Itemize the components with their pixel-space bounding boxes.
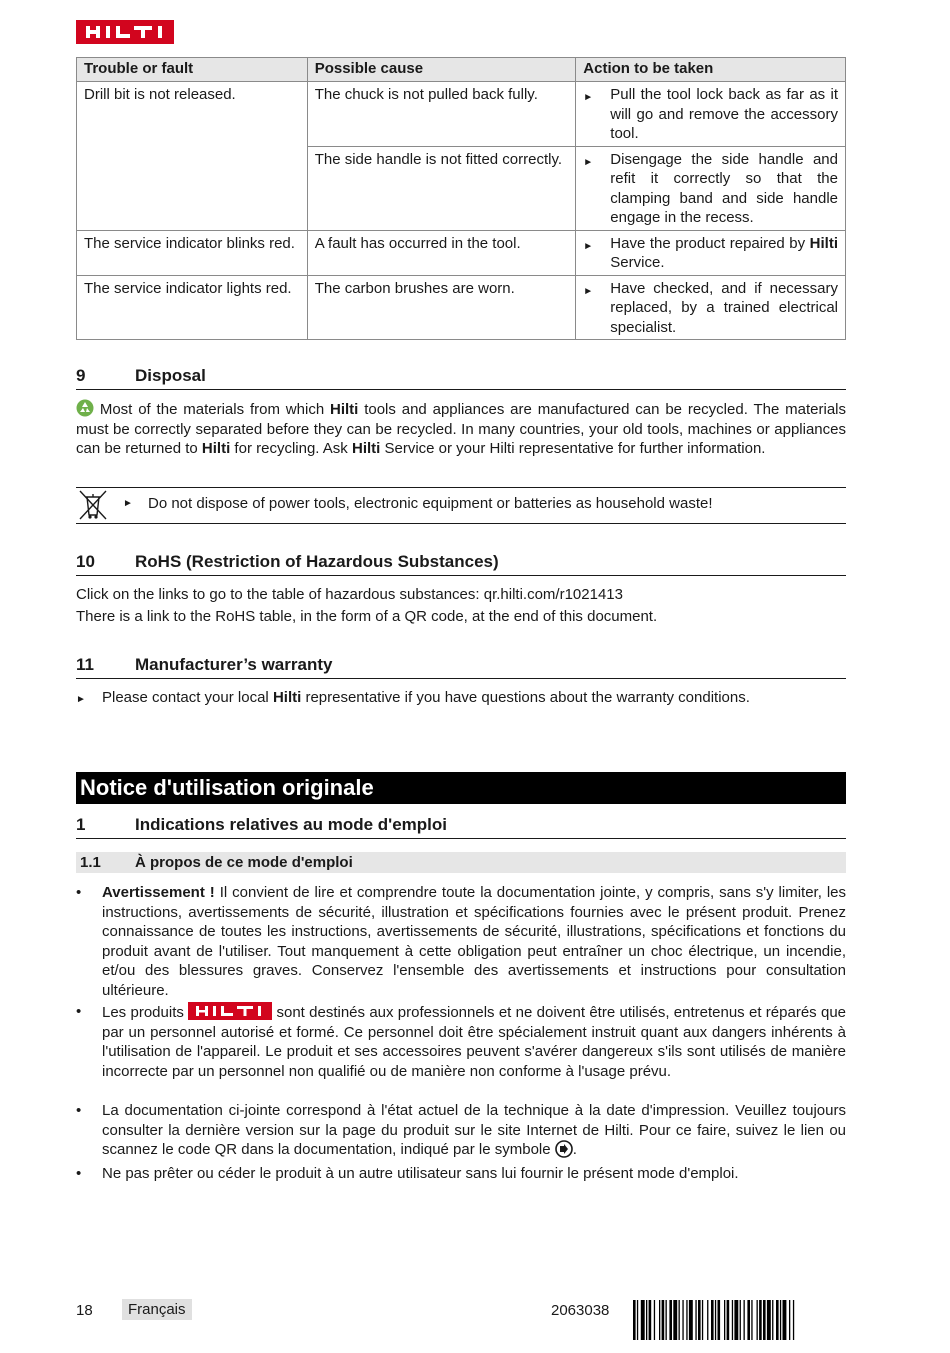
page-number: 18 xyxy=(76,1302,93,1319)
bullet: • xyxy=(76,1102,82,1119)
action-cell: ► Pull the tool lock back as far as it will go and remove the accessory tool. xyxy=(576,82,846,147)
arrow-icon: ► xyxy=(583,285,594,297)
table-header: Trouble or fault xyxy=(77,58,308,82)
language-banner: Notice d'utilisation originale xyxy=(76,772,846,804)
section-heading-rohs: 10 RoHS (Restriction of Hazardous Substances) xyxy=(76,552,846,576)
fault-cell: Drill bit is not released. xyxy=(77,82,308,231)
list-item: • Avertissement ! Il convient de lire et comprendre toute la documentation jointe, y compris, sans s'y limiter, les instructions, avertissements de sécurité, illustration et spécifications fournies avec le présent produit. Prenez connaissance de toutes les instructions, avertissements de sécurité, illustrations, spécifications et fonctions du produit avant de l'utiliser. Tout manquement à cette obligation peut entraîner un choc électrique, un incendie, et/ou des blessures graves. Conservez l'ensemble des avertissements et instructions pour consultation ultérieure. xyxy=(76,884,846,999)
hilti-logo-inline xyxy=(188,1002,272,1020)
fault-cell: The service indicator lights red. xyxy=(77,275,308,340)
crossed-bin-icon xyxy=(76,488,110,522)
table-header-row xyxy=(77,58,846,82)
warranty-item: ► Please contact your local Hilti representative if you have questions about the warranty conditions. xyxy=(76,688,846,710)
cause-cell: The chuck is not pulled back fully. xyxy=(307,82,576,147)
list-item: • Ne pas prêter ou céder le produit à un autre utilisateur sans lui fournir le présent mode d'emploi. xyxy=(76,1165,739,1182)
disposal-paragraph: Most of the materials from which Hilti tools and appliances are manufactured can be recycled. The materials must be correctly separated before they can be recycled. In many countries, your old tools, machines or appliances can be returned to Hilti for recycling. Ask Hilti Service or your Hilti representative for further information. xyxy=(76,401,846,457)
hilti-logo xyxy=(76,20,174,44)
section-heading-warranty: 11 Manufacturer’s warranty xyxy=(76,655,846,679)
action-cell: ► Have the product repaired by Hilti Service. xyxy=(576,230,846,275)
rohs-line-1: Click on the links to go to the table of hazardous substances: qr.hilti.com/r1021413 xyxy=(76,586,623,603)
list-item: • Les produits sont destinés aux professionnels et ne doivent être utilisés, entretenus et réparés que par un personnel autorisé et formé. Ce personnel doit être spécialement instruit quant aux dangers inhérents à l'utilisation de l'appareil. Le produit et ses accessoires peuvent s'avérer dangereux s'ils sont utilisés de manière incorrecte par un personnel non qualifié ou de manière non conforme à l'usage prévu. xyxy=(76,1003,847,1080)
list-item: • La documentation ci-jointe correspond à l'état actuel de la technique à la date d'impression. Veuillez toujours consulter la dernière version sur la page du produit sur le site Internet de Hilti. Pour ce faire, suivez le lien ou scannez le code QR dans la documentation, indiqué par le symbole . xyxy=(76,1102,846,1158)
weee-note-text: Do not dispose of power tools, electronic equipment or batteries as household waste! xyxy=(148,495,713,512)
arrow-icon: ► xyxy=(76,694,86,705)
bullet: • xyxy=(76,1003,82,1020)
recycle-icon xyxy=(76,399,94,417)
section-heading-disposal: 9 Disposal xyxy=(76,366,846,390)
arrow-icon: ► xyxy=(583,92,594,103)
documentation-link-icon xyxy=(555,1140,573,1158)
table-row xyxy=(77,82,846,147)
subsection-heading-fr-1-1: 1.1 À propos de ce mode d'emploi xyxy=(76,852,846,873)
weee-notice xyxy=(76,487,846,524)
barcode xyxy=(633,1300,846,1340)
document-code: 2063038 xyxy=(551,1302,610,1319)
table-header: Possible cause xyxy=(307,58,576,82)
section-heading-fr-1: 1 Indications relatives au mode d'emploi xyxy=(76,815,846,839)
language-badge: Français xyxy=(122,1299,192,1320)
arrow-icon: ► xyxy=(583,156,594,168)
rohs-line-2: There is a link to the RoHS table, in the form of a QR code, at the end of this document. xyxy=(76,608,658,625)
bullet: • xyxy=(76,884,82,901)
action-cell: ► Disengage the side handle and refit it correctly so that the clamping band and side handle engage in the recess. xyxy=(576,146,846,230)
table-row xyxy=(77,230,846,275)
table-header: Action to be taken xyxy=(576,58,846,82)
cause-cell: A fault has occurred in the tool. xyxy=(307,230,576,275)
cause-cell: The carbon brushes are worn. xyxy=(307,275,576,340)
action-cell: ► Have checked, and if necessary replaced, by a trained electrical specialist. xyxy=(576,275,846,340)
cause-cell: The side handle is not fitted correctly. xyxy=(307,146,576,230)
arrow-icon: ► xyxy=(123,498,133,509)
arrow-icon: ► xyxy=(583,240,594,252)
bullet: • xyxy=(76,1165,82,1182)
troubleshooting-table xyxy=(76,57,846,340)
fault-cell: The service indicator blinks red. xyxy=(77,230,308,275)
table-row xyxy=(77,275,846,340)
